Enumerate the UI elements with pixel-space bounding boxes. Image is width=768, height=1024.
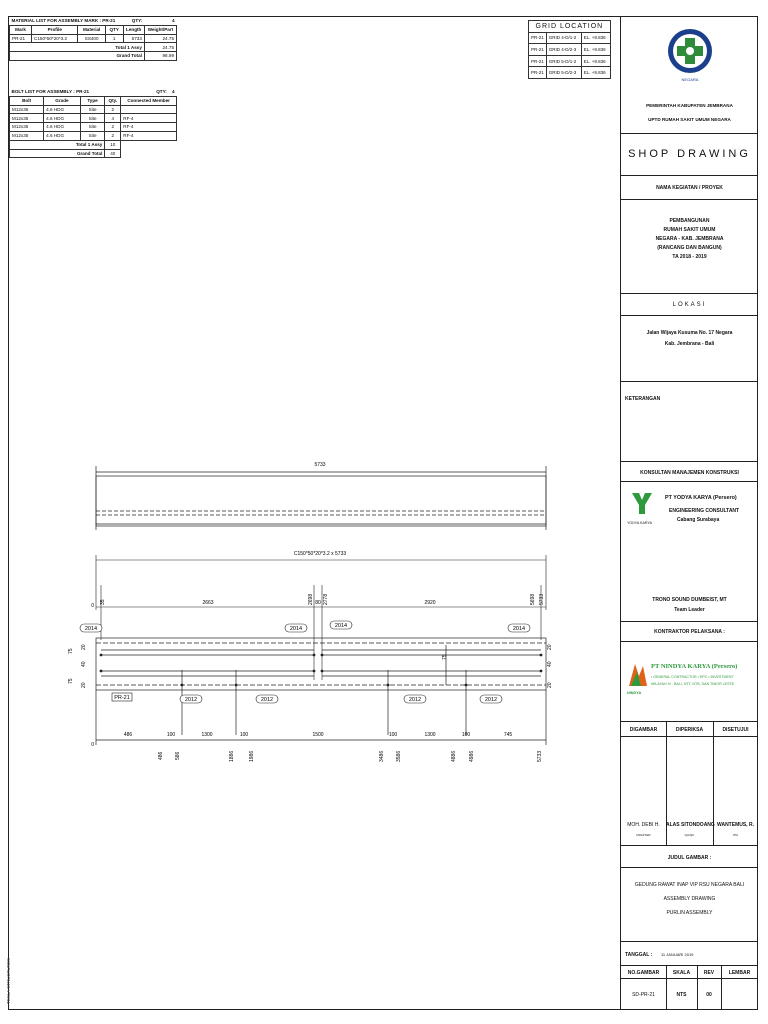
dim-v-35: 35 bbox=[100, 599, 106, 605]
svg-text:745: 745 bbox=[503, 732, 513, 738]
tag-2014-c: 2014 bbox=[334, 623, 348, 629]
shop-drawing-title: SHOP DRAWING bbox=[628, 148, 751, 160]
svg-text:5733: 5733 bbox=[537, 750, 543, 762]
svg-text:1986: 1986 bbox=[249, 750, 255, 762]
tag-2012-d: 2012 bbox=[484, 697, 498, 703]
svg-text:486: 486 bbox=[158, 751, 164, 760]
svg-text:20: 20 bbox=[81, 644, 87, 650]
title-block: NEGARA PEMERINTAH KABUPATEN JEMBRANA UPTD RUMAH SAKIT UMUM NEGARA SHOP DRAWING NAMA KEGIATAN / PROYEK PEMBANGUNAN RUMAH SAKIT UMUM NEGARA - KAB. JEMBRANA (RANCANG DAN BANGUN) TA 2018 - 2019 LOKASI Jalan Wijaya Kusuma No. 17 Negara Kab. Jembrana - Bali KETERANGAN KONSULTAN MANAJEMEN KONSTRUKSI YODYA KARYA PT YODYA KARYA (Persero) ENGINEERING CONSULTANT Cabang Surabaya TRONO SOUND DUMBEIST, MT Team Leader KONTRAKTOR PELAKSANA : NINDYA PT NINDYA KARYA (Persero) • GENERAL CONTRACTOR • EPC • INVESTMENT WILAYAH IV : BALI, NTT, NTB, DAN TIMOR LESTE DIGAMBAR DIPERIKSA DISETUJUI MOH. DEBI H. ALAS SITONDOANG WANTEMUS, R. DRAFTER QA/QC PM JUDUL GAMBAR : GEDUNG RAWAT INAP VIP RSU NEGARA BALI ASSEMBLY DRAWING PURLIN ASSEMBLY TANGGAL : 11 JANUARI 2019 NO.GAMBAR SKALA REV LEMBAR SD-PR-21 NTS 00 bbox=[620, 17, 758, 1009]
tag-2012-c: 2012 bbox=[408, 697, 422, 703]
rsu-negara-logo bbox=[666, 23, 714, 85]
keterangan-label: KETERANGAN bbox=[625, 396, 661, 402]
svg-text:1886: 1886 bbox=[229, 750, 235, 762]
dim-2663: 2663 bbox=[202, 600, 214, 606]
dim-zero-bottom: 0 bbox=[91, 742, 94, 748]
table-row: PR-21 GRID 4-D/2-3 EL. +9.836 bbox=[529, 44, 611, 56]
svg-text:75: 75 bbox=[442, 654, 448, 660]
nindya-karya-logo bbox=[627, 662, 649, 688]
grid-location-title: GRID LOCATION bbox=[529, 21, 611, 33]
dim-zero-top: 0 bbox=[91, 603, 94, 609]
svg-text:100: 100 bbox=[461, 732, 471, 738]
kontraktor-section: NINDYA PT NINDYA KARYA (Persero) • GENERAL CONTRACTOR • EPC • INVESTMENT WILAYAH IV : BALI, NTT, NTB, DAN TIMOR LESTE bbox=[621, 641, 758, 721]
drawing-title: GEDUNG RAWAT INAP VIP RSU NEGARA BALI ASSEMBLY DRAWING PURLIN ASSEMBLY bbox=[621, 867, 758, 941]
svg-text:486: 486 bbox=[123, 732, 133, 738]
project-name: PEMBANGUNAN RUMAH SAKIT UMUM NEGARA - KAB. JEMBRANA (RANCANG DAN BANGUN) TA 2018 - 2019 bbox=[621, 199, 758, 293]
dim-v-2698: 2698 bbox=[308, 593, 314, 605]
bolt-list-table: BOLT LIST FOR ASSEMBLY : PR-21 QTY: 4 Bolt Grade Type Qty. Connected Member M12x35 4.6 HDG Site 2 M12x35 4.6 HDG Site 4 RF-4 M12x35 4.6 HDG Site 2 RF-4 M12x35 4.6 HDG Site 2 RF-4 Total 1 Assy 10 Grand Total 40 bbox=[9, 88, 177, 158]
signature-block: DIGAMBAR DIPERIKSA DISETUJUI MOH. DEBI H. ALAS SITONDOANG WANTEMUS, R. DRAFTER QA/QC PM bbox=[621, 721, 758, 845]
table-row: M12x35 4.6 HDG Site 2 bbox=[10, 105, 177, 114]
dim-v-5698: 5698 bbox=[530, 593, 536, 605]
table-row: M12x35 4.6 HDG Site 2 RF-4 bbox=[10, 123, 177, 132]
side-note: TEKLA STRUCTURES bbox=[6, 957, 11, 1004]
svg-text:75: 75 bbox=[68, 678, 74, 684]
svg-text:20: 20 bbox=[547, 682, 553, 688]
dim-v-2778: 2778 bbox=[323, 593, 329, 605]
svg-text:100: 100 bbox=[166, 732, 176, 738]
svg-text:4886: 4886 bbox=[451, 750, 457, 762]
svg-text:20: 20 bbox=[81, 682, 87, 688]
svg-text:4986: 4986 bbox=[469, 750, 475, 762]
svg-text:3486: 3486 bbox=[379, 750, 385, 762]
table-row: PR-21 GRID 5-D/2-3 EL. +9.836 bbox=[529, 67, 611, 79]
svg-text:100: 100 bbox=[239, 732, 249, 738]
table-row: M12x35 4.6 HDG Site 2 RF-4 bbox=[10, 131, 177, 140]
svg-text:NEGARA: NEGARA bbox=[681, 77, 699, 82]
svg-text:75: 75 bbox=[68, 648, 74, 654]
drawing-number-block: NO.GAMBAR SKALA REV LEMBAR SD-PR-21 NTS 00 bbox=[621, 965, 758, 1009]
material-list-table: MATERIAL LIST FOR ASSEMBLY MARK : PR-21 QTY: 4 Mark Profile Material QTY Length Weight/Part PR-21 C150*50*20*3.2 SS400 1 5733 24.75 Total 1 Assy 24.75 Grand Total 98.99 bbox=[9, 17, 177, 61]
yodya-karya-logo bbox=[631, 492, 653, 516]
table-row: PR-21 C150*50*20*3.2 SS400 1 5733 24.75 bbox=[10, 34, 177, 43]
konsultan-section: YODYA KARYA PT YODYA KARYA (Persero) ENGINEERING CONSULTANT Cabang Surabaya TRONO SOUND DUMBEIST, MT Team Leader bbox=[621, 481, 758, 621]
table-row: M12x35 4.6 HDG Site 4 RF-4 bbox=[10, 114, 177, 123]
tag-2014-b: 2014 bbox=[289, 626, 303, 632]
bolt-list-heading: BOLT LIST FOR ASSEMBLY : PR-21 bbox=[11, 89, 90, 95]
tag-2014-d: 2014 bbox=[512, 626, 526, 632]
tag-2014-a: 2014 bbox=[84, 626, 98, 632]
profile-dim: C150*50*20*3.2 x 5733 bbox=[293, 551, 347, 557]
svg-text:1300: 1300 bbox=[424, 732, 436, 738]
material-list-heading: MATERIAL LIST FOR ASSEMBLY MARK : PR-21 bbox=[11, 18, 116, 24]
svg-text:100: 100 bbox=[388, 732, 398, 738]
top-length-dim: 5733 bbox=[314, 462, 326, 468]
svg-text:1500: 1500 bbox=[312, 732, 324, 738]
svg-text:3586: 3586 bbox=[396, 750, 402, 762]
top-view bbox=[96, 466, 546, 530]
svg-text:40: 40 bbox=[81, 661, 87, 667]
svg-text:1300: 1300 bbox=[201, 732, 213, 738]
part-tag: PR-21 bbox=[114, 695, 130, 701]
table-row: PR-21 GRID 5-D/1-2 EL. +9.836 bbox=[529, 55, 611, 67]
svg-text:20: 20 bbox=[547, 644, 553, 650]
table-row: PR-21 GRID 4-D/1-2 EL. +9.836 bbox=[529, 32, 611, 44]
dim-2920: 2920 bbox=[424, 600, 436, 606]
tag-2012-b: 2012 bbox=[260, 697, 274, 703]
svg-text:40: 40 bbox=[547, 661, 553, 667]
svg-text:586: 586 bbox=[175, 751, 181, 760]
dim-80: 80 bbox=[315, 600, 321, 606]
tag-2012-a: 2012 bbox=[184, 697, 198, 703]
dim-v-5733: 5733 bbox=[539, 593, 545, 605]
location-address: Jalan Wijaya Kusuma No. 17 Negara Kab. Jembrana - Bali bbox=[621, 315, 758, 381]
